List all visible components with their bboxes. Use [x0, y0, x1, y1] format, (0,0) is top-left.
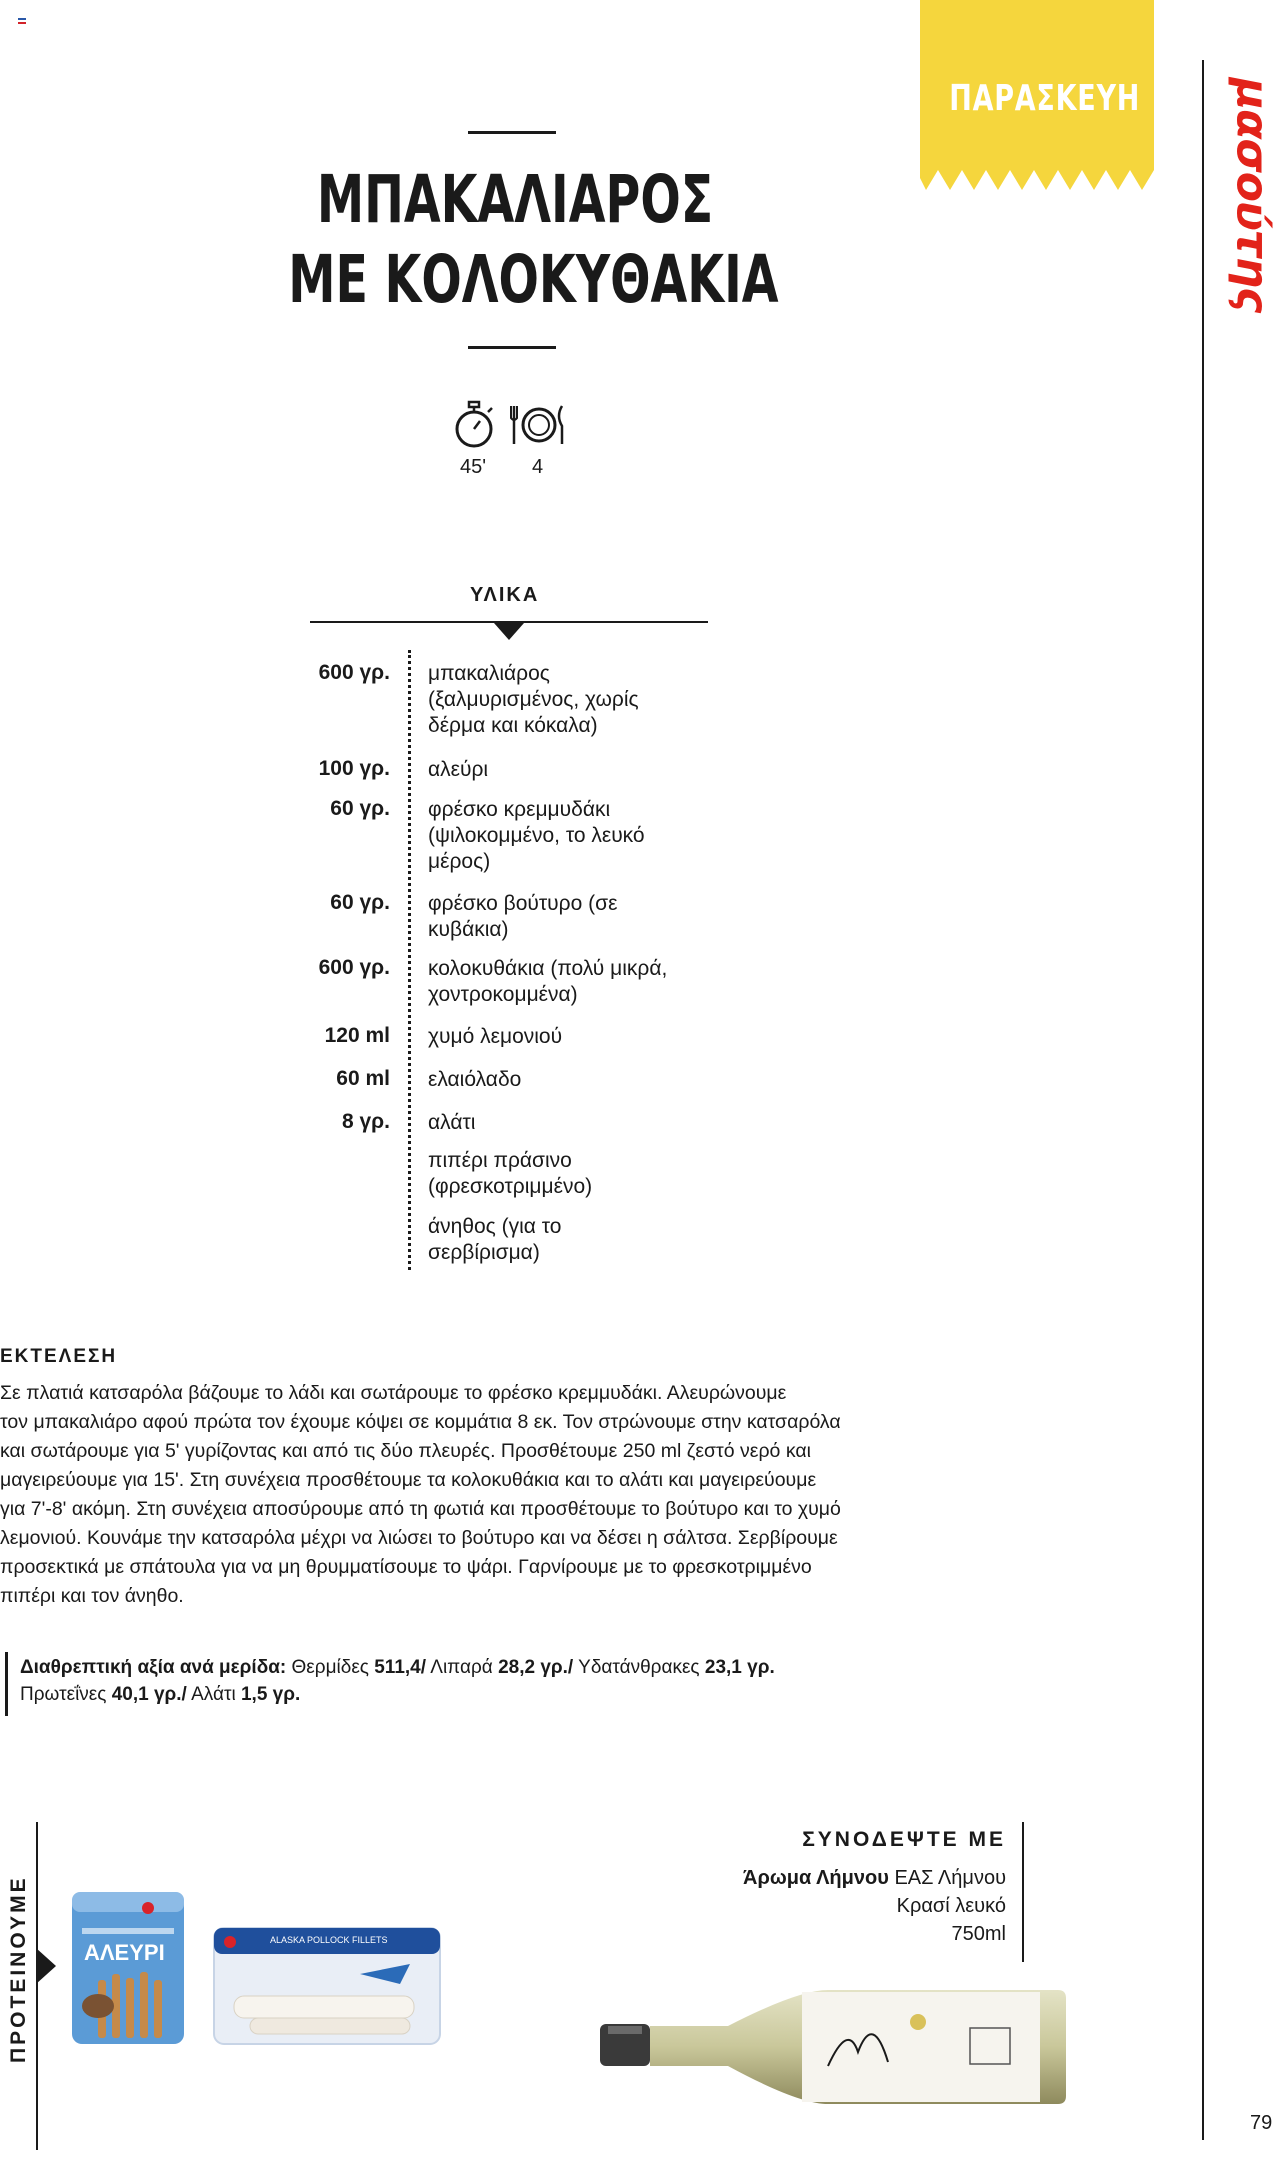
- ingredient-text: πιπέρι πράσινο (φρεσκοτριμμένο): [428, 1149, 593, 1198]
- nutrition-bar: [5, 1652, 8, 1716]
- title-line-2: ΜΕ ΚΟΛΟΚΥΘΑΚΙΑ: [288, 241, 779, 318]
- ingredient-text: άνηθος (για το σερβίρισμα): [428, 1215, 562, 1264]
- page-number: 79: [1250, 2112, 1273, 2134]
- day-label: ΠΑΡΑΣΚΕΥΗ: [949, 78, 1141, 119]
- method-line: μαγειρεύουμε για 15'. Στη συνέχεια προσθέτουμε τα κολοκυθάκια και το αλάτι και μαγειρεύουμε: [0, 1469, 817, 1491]
- ingredient-qty: 60 γρ.: [330, 891, 390, 914]
- prep-time: 45': [460, 456, 487, 478]
- fat-value: 28,2 γρ./: [498, 1657, 574, 1678]
- ingredient-qty: 600 γρ.: [318, 661, 390, 684]
- protein-value: 40,1 γρ./: [111, 1684, 187, 1705]
- method-line: για 7'-8' ακόμη. Στη συνέχεια αποσύρουμε από τη φωτιά και προσθέτουμε το βούτυρο και το χυμό: [0, 1498, 841, 1520]
- nutrition-info: [20, 1654, 900, 1708]
- ingredient-text: αλεύρι: [428, 758, 489, 781]
- ingredient-qty: 60 γρ.: [330, 797, 390, 820]
- method-line: και σωτάρουμε για 5' γυρίζοντας και από τις δύο πλευρές. Προσθέτουμε 250 ml ζεστό νερό και: [0, 1440, 811, 1462]
- pairing-divider: [1022, 1822, 1024, 1962]
- flour-product-image: [68, 1888, 188, 2048]
- recommend-pointer: [36, 1948, 56, 1984]
- title-rule-bottom: [468, 346, 556, 349]
- fish-label: ALASKA POLLOCK FILLETS: [270, 1935, 388, 1945]
- ingredient-qty: 600 γρ.: [318, 956, 390, 979]
- salt-label: Αλάτι: [191, 1684, 236, 1705]
- recommend-divider: [36, 1822, 38, 2150]
- wine-bottle-image: [598, 1982, 1068, 2112]
- pairing-text: [743, 1864, 1006, 1948]
- brand-name: μασούτης: [1226, 77, 1278, 313]
- ingredient-text: κολοκυθάκια (πολύ μικρά, χοντροκομμένα): [428, 957, 668, 1006]
- ingredients-pointer: [494, 623, 524, 640]
- method-line: προσεκτικά με σπάτουλα για να μη θρυμματίσουμε το ψάρι. Γαρνίρουμε με το φρεσκοτριμμένο: [0, 1556, 812, 1578]
- carbs-label: Υδατάνθρακες: [578, 1657, 700, 1678]
- ingredient-text: αλάτι: [428, 1111, 476, 1134]
- ingredient-text: χυμό λεμονιού: [428, 1025, 563, 1048]
- wine-type: Κρασί λευκό: [896, 1895, 1006, 1917]
- ingredient-qty: 120 ml: [324, 1024, 390, 1047]
- title-rule-top: [468, 131, 556, 134]
- servings: 4: [532, 456, 544, 478]
- ingredient-qty: 8 γρ.: [341, 1110, 390, 1133]
- carbs-value: 23,1 γρ.: [704, 1657, 775, 1678]
- ingredient-qty: 100 γρ.: [318, 757, 390, 780]
- day-banner: [920, 0, 1154, 190]
- nutrition-label: Διαθρεπτική αξία ανά μερίδα:: [20, 1657, 287, 1678]
- brand-divider: [1202, 60, 1204, 2140]
- method-line: πιπέρι και τον άνηθο.: [0, 1585, 184, 1607]
- fish-product-image: [210, 1920, 444, 2050]
- ingredients-dotted-divider: [408, 650, 411, 1270]
- ingredients-heading: ΥΛΙΚΑ: [470, 584, 540, 606]
- title-line-1: ΜΠΑΚΑΛΙΑΡΟΣ: [316, 161, 714, 238]
- method-heading: ΕΚΤΕΛΕΣΗ: [0, 1346, 118, 1367]
- flour-label: ΑΛΕΥΡΙ: [84, 1940, 165, 1965]
- ingredient-text: ελαιόλαδο: [428, 1068, 522, 1091]
- recommend-label: ΠΡΟΤΕΙΝΟΥΜΕ: [7, 1875, 30, 2063]
- recipe-title: [288, 160, 779, 320]
- ingredient-qty: 60 ml: [336, 1067, 390, 1090]
- ingredient-text: μπακαλιάρος (ξαλμυρισμένος, χωρίς δέρμα και κόκαλα): [428, 662, 639, 737]
- method-line: λεμονιού. Κουνάμε την κατσαρόλα μέχρι να λιώσει το βούτυρο και να δέσει η σάλτσα. Σερβίρουμε: [0, 1527, 838, 1549]
- salt-value: 1,5 γρ.: [240, 1684, 301, 1705]
- ingredient-text: φρέσκο κρεμμυδάκι (ψιλοκομμένο, το λευκό μέρος): [428, 798, 645, 873]
- pairing-heading: ΣΥΝΟΔΕΨΤΕ ΜΕ: [802, 1828, 1006, 1851]
- calories-label: Θερμίδες: [291, 1657, 369, 1678]
- plate-cutlery-icon: [510, 400, 566, 455]
- fat-label: Λιπαρά: [430, 1657, 493, 1678]
- method-line: Σε πλατιά κατσαρόλα βάζουμε το λάδι και σωτάρουμε το φρέσκο κρεμμυδάκι. Αλευρώνουμε: [0, 1382, 787, 1404]
- method-text: [0, 1379, 980, 1611]
- wine-size: 750ml: [951, 1923, 1006, 1945]
- stopwatch-icon: [452, 400, 496, 455]
- wine-maker: ΕΑΣ Λήμνου: [894, 1867, 1006, 1889]
- calories-value: 511,4/: [374, 1657, 427, 1678]
- wine-name: Άρωμα Λήμνου: [743, 1867, 889, 1889]
- flag-icon: [18, 18, 26, 24]
- protein-label: Πρωτεΐνες: [20, 1684, 107, 1705]
- method-line: τον μπακαλιάρο αφού πρώτα τον έχουμε κόψει σε κομμάτια 8 εκ. Τον στρώνουμε στην κατσαρόλα: [0, 1411, 841, 1433]
- ingredient-text: φρέσκο βούτυρο (σε κυβάκια): [428, 892, 618, 941]
- brand-logo: [1226, 77, 1278, 313]
